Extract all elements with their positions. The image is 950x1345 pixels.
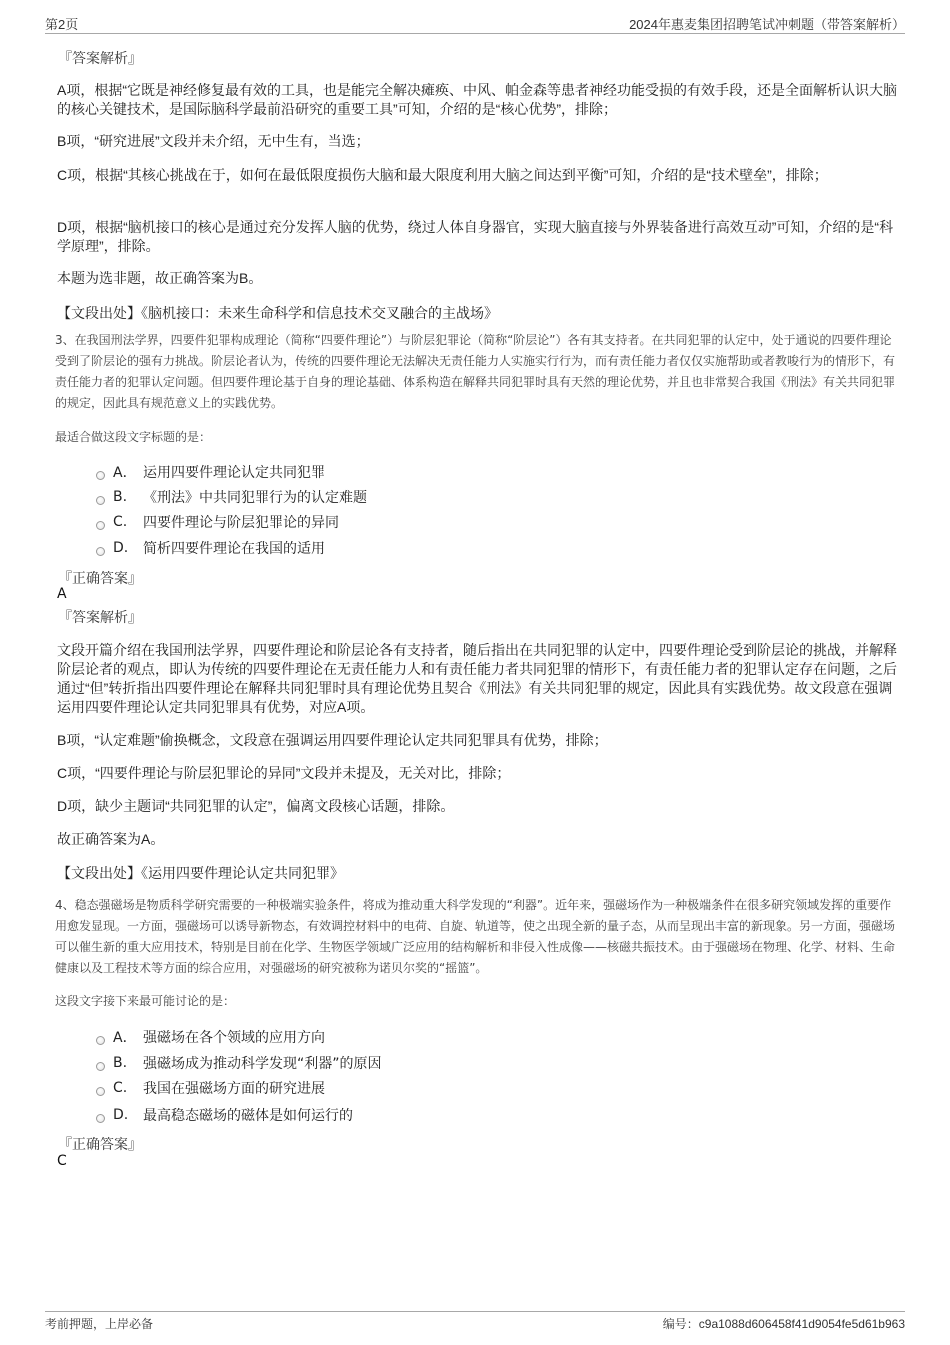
option-4d[interactable]: D. 最高稳态磁场的磁体是如何运行的	[96, 1104, 353, 1126]
radio-icon[interactable]	[96, 1036, 105, 1045]
radio-icon[interactable]	[96, 1114, 105, 1123]
analysis-paragraph: 文段开篇介绍在我国刑法学界，四要件理论和阶层论各有支持者，随后指出在共同犯罪的认定中，四要件理论受到阶层论的挑战，并解释阶层论者的观点，即认为传统的四要件理论在无责任能力人和有责任能力者共同犯罪的情形下，有责任能力者的犯罪认定存在问题，之后通过“但”转折指出四要件理论在解释共同犯罪时具有理论优势且契合《刑法》有关共同犯罪的规定，因此具有实践优势。故文段意在强调运用四要件理论认定共同犯罪具有优势，对应A项。	[57, 642, 897, 715]
radio-icon[interactable]	[96, 1087, 105, 1096]
option-4a[interactable]: A． 强磁场在各个领域的应用方向	[96, 1026, 325, 1048]
document-title: 2024年惠麦集团招聘笔试冲刺题（带答案解析）	[629, 17, 905, 32]
analysis-paragraph: B项，“研究进展”文段并未介绍，无中生有，当选；	[57, 133, 370, 149]
page-number: 第2页	[45, 17, 79, 32]
correct-answer-value: C	[57, 1153, 67, 1169]
radio-icon[interactable]	[96, 471, 105, 480]
option-3b[interactable]: B. 《刑法》中共同犯罪行为的认定难题	[96, 486, 367, 508]
analysis-label: 『答案解析』	[58, 610, 142, 626]
option-3a[interactable]: A． 运用四要件理论认定共同犯罪	[96, 461, 325, 483]
analysis-conclusion: 故正确答案为A。	[57, 831, 165, 847]
option-4b[interactable]: B. 强磁场成为推动科学发现“利器”的原因	[96, 1052, 382, 1074]
radio-icon[interactable]	[96, 547, 105, 556]
correct-answer-label: 『正确答案』	[58, 571, 142, 587]
analysis-label: 『答案解析』	[58, 51, 142, 67]
correct-answer-label: 『正确答案』	[58, 1137, 142, 1153]
footer-slogan: 考前押题，上岸必备	[45, 1317, 154, 1331]
radio-icon[interactable]	[96, 496, 105, 505]
analysis-paragraph: D项，根据“脑机接口的核心是通过充分发挥人脑的优势，绕过人体自身器官，实现大脑直接与外界装备进行高效互动”可知，介绍的是“科学原理”，排除。	[57, 219, 894, 254]
document-serial: 编号：c9a1088d606458f41d9054fe5d61b963	[662, 1317, 905, 1331]
passage-source: 【文段出处】《运用四要件理论认定共同犯罪》	[57, 866, 344, 882]
page-header	[45, 14, 905, 34]
question-stem-3: 3、在我国刑法学界，四要件犯罪构成理论（简称“四要件理论”）与阶层犯罪论（简称“阶层论”）各有其支持者。在共同犯罪的认定中，处于通说的四要件理论受到了阶层论的强有力挑战。阶层论者认为，传统的四要件理论无法解决无责任能力人实施实行行为，而有责任能力者仅仅实施帮助或者教唆行为的情形下，有责任能力者的犯罪认定问题。但四要件理论基于自身的理论基础、体系构造在解释共同犯罪时具有天然的理论优势，并且也非常契合我国《刑法》有关共同犯罪的规定，因此具有规范意义上的实践优势。	[55, 333, 896, 410]
question-stem-4: 4、稳态强磁场是物质科学研究需要的一种极端实验条件，将成为推动重大科学发现的“利器”。近年来，强磁场作为一种极端条件在很多研究领域发挥的重要作用愈发显现。一方面，强磁场可以诱导新物态，有效调控材料中的电荷、自旋、轨道等，使之出现全新的量子态，从而呈现出丰富的新现象。另一方面，强磁场可以催生新的重大应用技术，特别是目前在化学、生物医学领域广泛应用的结构解析和非侵入性成像——核磁共振技术。由于强磁场在物理、化学、材料、生命健康以及工程技术等方面的综合应用，对强磁场的研究被称为诺贝尔奖的“摇篮”。	[55, 898, 896, 975]
option-3c[interactable]: C. 四要件理论与阶层犯罪论的异同	[96, 511, 339, 533]
radio-icon[interactable]	[96, 521, 105, 530]
analysis-paragraph: B项，“认定难题”偷换概念，文段意在强调运用四要件理论认定共同犯罪具有优势，排除；	[57, 732, 608, 748]
analysis-paragraph: A项，根据“它既是神经修复最有效的工具，也是能完全解决瘫痪、中风、帕金森等患者神经功能受损的有效手段，还是全面解析认识大脑的核心关键技术，是国际脑科学最前沿研究的重要工具”可知，介绍的是“核心优势”，排除；	[57, 82, 897, 117]
option-3d[interactable]: D. 简析四要件理论在我国的适用	[96, 537, 325, 559]
analysis-paragraph: D项，缺少主题词“共同犯罪的认定”，偏离文段核心话题，排除。	[57, 798, 455, 814]
analysis-paragraph: C项，“四要件理论与阶层犯罪论的异同”文段并未提及，无关对比，排除；	[57, 765, 511, 781]
analysis-conclusion: 本题为选非题，故正确答案为B。	[57, 270, 263, 286]
correct-answer-value: A	[57, 586, 67, 602]
option-4c[interactable]: C. 我国在强磁场方面的研究进展	[96, 1077, 325, 1099]
passage-source: 【文段出处】《脑机接口：未来生命科学和信息技术交叉融合的主战场》	[57, 306, 498, 322]
analysis-paragraph: C项，根据“其核心挑战在于，如何在最低限度损伤大脑和最大限度利用大脑之间达到平衡”可知，介绍的是“技术壁垒”，排除；	[57, 167, 828, 183]
question-prompt-3: 最适合做这段文字标题的是：	[55, 430, 212, 444]
question-prompt-4: 这段文字接下来最可能讨论的是：	[55, 994, 236, 1008]
page-footer	[45, 1311, 905, 1333]
radio-icon[interactable]	[96, 1062, 105, 1071]
